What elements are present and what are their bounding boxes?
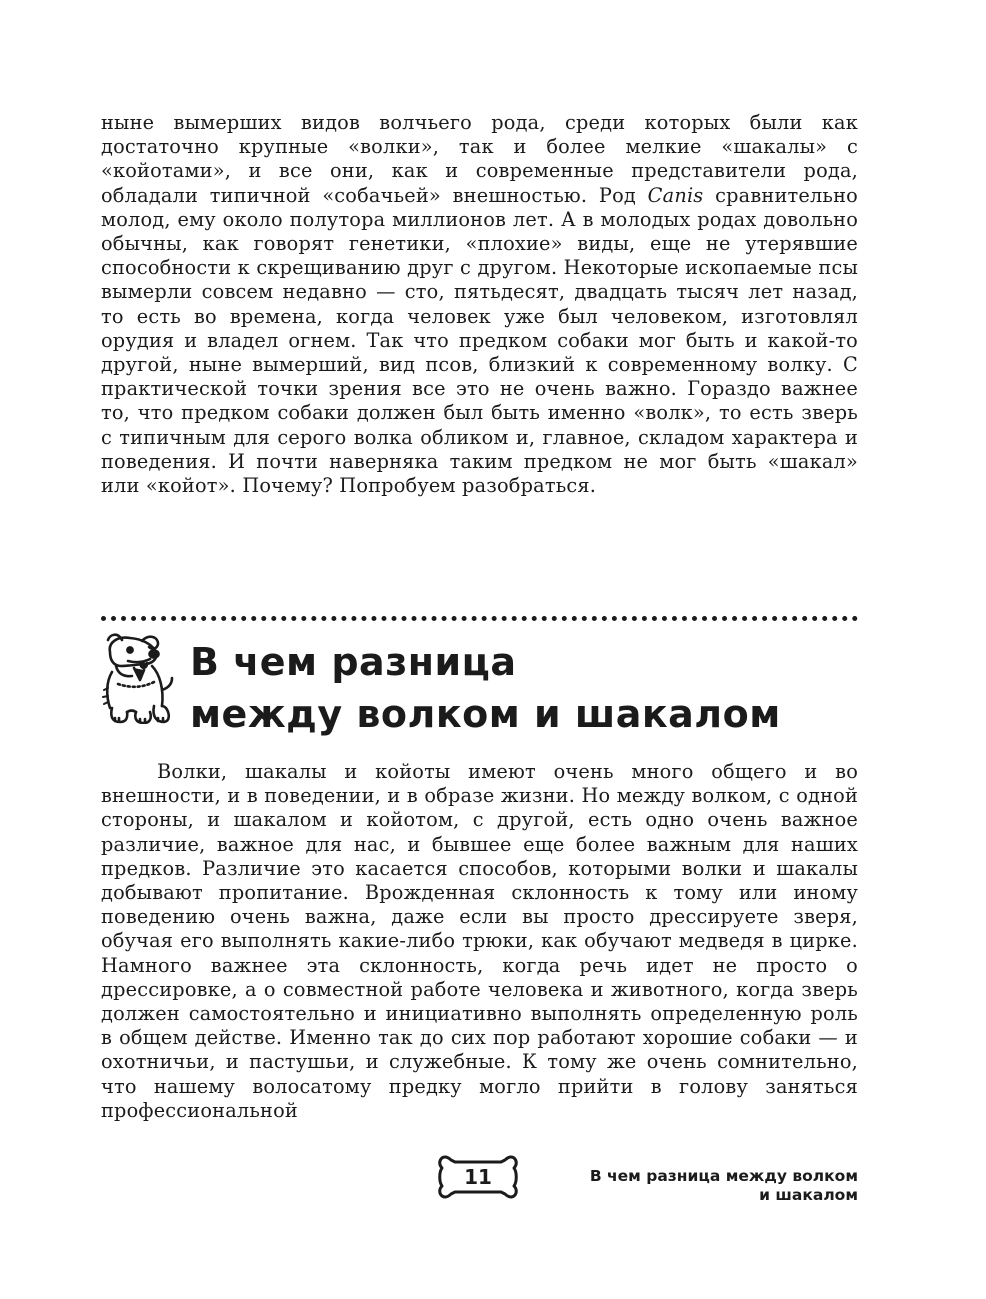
body-paragraph-bottom [101,760,858,1123]
dog-icon [100,632,174,724]
body-text-part2: сравнительно молод, ему около полутора миллионов лет. А в молодых родах довольно обычны, как говорят генетики, «плохие» виды, еще не утерявшие способности к скрещиванию друг с другом. Некоторые ископаемые псы вымерли совсем недавно — сто, пятьдесят, двадцать тысяч лет назад, то есть во времена, когда человек уже был человеком, изготовлял орудия и владел огнем. Так что предком собаки мог быть и какой-то другой, ныне вымерший, вид псов, близкий к современному волку. С практической точки зрения все это не очень важно. Гораздо важнее то, что предком собаки должен был быть именно «волк», то есть зверь с типичным для серого волка обликом и, главное, складом характера и поведения. И почти наверняка таким предком не мог быть «шакал» или «койот». Почему? Попробуем разобраться. [101,183,858,498]
running-head [590,1167,858,1205]
genus-name-italic: Canis [647,183,704,207]
body-bottom-text: Волки, шакалы и койоты имеют очень много общего и во внешности, и в поведении, и в образе жизни. Но между волком, с одной стороны, и шакалом и койотом, с другой, есть одно очень важное различие, важное для нас, и бывшее еще более важным для наших предков. Различие это касается способов, которыми волки и шакалы добывают пропитание. Врожденная склонность к тому или иному поведению очень важна, даже если вы просто дрессируете зверя, обучая его выполнять какие-либо трюки, как обучают медведя в цирке. Намного важнее эта склонность, когда речь идет не просто о дрессировке, а о совместной работе человека и животного, когда зверь должен самостоятельно и инициативно выполнять определенную роль в общем действе. Именно так до сих пор работают хорошие собаки — и охотничьи, и пастушьи, и служебные. К тому же очень сомнительно, что нашему волосатому предку могло прийти в голову заняться профессиональной [101,760,858,1122]
body-text-part1: ныне вымерших видов волчьего рода, среди которых были как достаточно крупные «волки», так и более мелкие «шакалы» с «койотами», и все они, как и современные представители рода, обладали типичной «собачьей» внешностью. Род [101,111,858,207]
section-divider-dotted [101,616,858,621]
running-head-line2: и шакалом [759,1186,858,1204]
section-heading-line1: В чем разница [190,640,517,684]
page-number: 11 [464,1165,492,1189]
running-head-line1: В чем разница между волком [589,1167,858,1185]
body-paragraph-top [101,111,858,498]
section-heading [190,636,781,740]
section-heading-line2: между волком и шакалом [190,692,781,736]
